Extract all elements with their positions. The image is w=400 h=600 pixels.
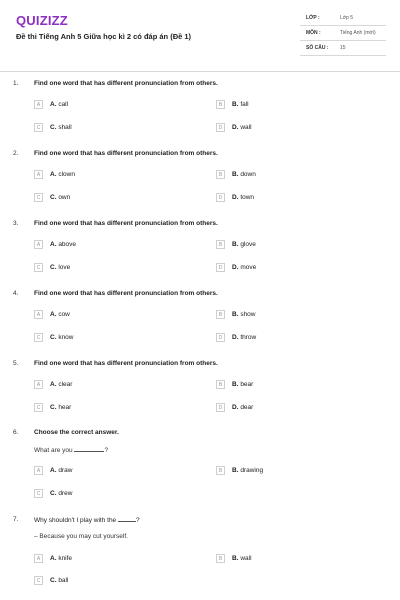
option-letter: C. [50, 124, 57, 131]
option-box: B [216, 170, 225, 179]
option-a[interactable] [34, 310, 184, 320]
option-c[interactable] [34, 489, 184, 499]
option-box: A [34, 466, 43, 475]
meta-label: LỚP : [306, 15, 320, 21]
prompt-text: What are you [34, 447, 73, 454]
option-label [50, 467, 72, 474]
option-text: down [240, 171, 256, 178]
option-letter: A. [50, 311, 57, 318]
option-b[interactable] [216, 554, 366, 564]
option-letter: A. [50, 381, 57, 388]
option-label [50, 577, 68, 584]
option-box: B [216, 466, 225, 475]
header-divider [0, 71, 400, 72]
option-b[interactable] [216, 170, 366, 180]
meta-row-class [300, 11, 386, 26]
option-label [50, 101, 68, 108]
option-letter: C. [50, 264, 57, 271]
option-text: bear [240, 381, 254, 388]
question-text-end: ? [135, 517, 140, 524]
option-letter: C. [50, 334, 57, 341]
option-letter: A. [50, 101, 57, 108]
option-d[interactable] [216, 193, 366, 203]
meta-value: Lớp 5 [340, 15, 354, 21]
option-label [232, 194, 254, 201]
option-label [232, 101, 249, 108]
option-text: call [58, 101, 69, 108]
option-box: B [216, 100, 225, 109]
option-text: cow [58, 311, 70, 318]
question-number: 4. [13, 290, 19, 297]
option-letter: B. [232, 555, 239, 562]
option-label [50, 264, 70, 271]
option-text: know [58, 334, 74, 341]
option-label [232, 404, 253, 411]
option-text: glove [240, 241, 256, 248]
option-c[interactable] [34, 193, 184, 203]
option-box: C [34, 123, 43, 132]
option-a[interactable] [34, 240, 184, 250]
option-a[interactable] [34, 466, 184, 476]
option-letter: B. [232, 467, 239, 474]
option-label [232, 555, 252, 562]
option-box: B [216, 554, 225, 563]
option-text: wall [240, 124, 252, 131]
option-b[interactable] [216, 310, 366, 320]
meta-row-subject [300, 26, 386, 41]
option-text: love [58, 264, 71, 271]
option-box: C [34, 263, 43, 272]
option-text: ball [58, 577, 69, 584]
option-label [232, 381, 253, 388]
option-letter: D. [232, 334, 239, 341]
question-number: 7. [13, 516, 19, 523]
option-label [50, 334, 74, 341]
option-box: C [34, 193, 43, 202]
option-text: dear [240, 404, 254, 411]
question-number: 2. [13, 150, 19, 157]
quizizz-logo: QUIZIZZ [16, 13, 68, 28]
option-box: A [34, 240, 43, 249]
option-box: C [34, 403, 43, 412]
option-label [50, 171, 75, 178]
option-a[interactable] [34, 100, 184, 110]
option-box: D [216, 263, 225, 272]
option-text: town [240, 194, 255, 201]
option-a[interactable] [34, 554, 184, 564]
option-text: throw [240, 334, 257, 341]
option-text: knife [58, 555, 73, 562]
option-text: move [240, 264, 257, 271]
question-text: Find one word that has different pronunciation from others. [34, 220, 218, 227]
meta-value: 15 [340, 45, 346, 51]
question-text: Find one word that has different pronunciation from others. [34, 290, 218, 297]
option-d[interactable] [216, 123, 366, 133]
option-b[interactable] [216, 466, 366, 476]
option-b[interactable] [216, 100, 366, 110]
option-label [50, 555, 72, 562]
option-text: own [58, 194, 71, 201]
option-box: A [34, 554, 43, 563]
option-box: C [34, 489, 43, 498]
option-label [50, 404, 71, 411]
option-box: D [216, 403, 225, 412]
option-label [232, 334, 256, 341]
option-box: C [34, 576, 43, 585]
option-text: show [240, 311, 256, 318]
question-text-start: Why shouldn't I play with the [34, 517, 117, 524]
option-label [232, 171, 256, 178]
option-label [232, 241, 256, 248]
option-text: hear [58, 404, 72, 411]
option-letter: A. [50, 241, 57, 248]
document-title: Đề thi Tiếng Anh 5 Giữa học kì 2 có đáp án (Đề 1) [16, 32, 192, 41]
option-letter: D. [232, 264, 239, 271]
option-box: B [216, 380, 225, 389]
question-text: Find one word that has different pronunciation from others. [34, 150, 218, 157]
option-label [50, 241, 76, 248]
option-box: A [34, 380, 43, 389]
option-letter: A. [50, 467, 57, 474]
question-number: 5. [13, 360, 19, 367]
option-text: clear [58, 381, 73, 388]
option-box: D [216, 123, 225, 132]
option-label [232, 311, 256, 318]
option-b[interactable] [216, 240, 366, 250]
option-box: A [34, 310, 43, 319]
answer-blank [118, 516, 136, 522]
option-box: B [216, 240, 225, 249]
option-label [50, 490, 72, 497]
option-text: clown [58, 171, 75, 178]
option-box: B [216, 310, 225, 319]
worksheet-header [0, 0, 400, 72]
question-prompt [34, 446, 108, 454]
option-letter: B. [232, 311, 239, 318]
meta-row-question-count [300, 41, 386, 56]
option-box: D [216, 193, 225, 202]
option-text: drawing [240, 467, 264, 474]
option-label [232, 467, 263, 474]
answer-blank [74, 446, 104, 452]
option-a[interactable] [34, 380, 184, 390]
option-text: drew [58, 490, 73, 497]
option-d[interactable] [216, 333, 366, 343]
meta-value: Tiếng Anh (mới) [340, 30, 376, 36]
option-letter: A. [50, 555, 57, 562]
option-text: draw [58, 467, 73, 474]
option-letter: B. [232, 101, 239, 108]
option-letter: C. [50, 404, 57, 411]
option-box: A [34, 170, 43, 179]
option-letter: D. [232, 404, 239, 411]
option-d[interactable] [216, 263, 366, 273]
option-c[interactable] [34, 403, 184, 413]
option-label [50, 194, 70, 201]
option-letter: B. [232, 171, 239, 178]
option-letter: C. [50, 577, 57, 584]
option-letter: C. [50, 194, 57, 201]
option-box: C [34, 333, 43, 342]
option-a[interactable] [34, 170, 184, 180]
option-c[interactable] [34, 333, 184, 343]
question-number: 1. [13, 80, 19, 87]
question-number: 3. [13, 220, 19, 227]
meta-label: MÔN : [306, 30, 321, 36]
question-text: Choose the correct answer. [34, 429, 119, 436]
option-label [50, 381, 72, 388]
option-label [232, 124, 252, 131]
meta-table [300, 11, 386, 56]
option-letter: B. [232, 381, 239, 388]
option-letter: D. [232, 124, 239, 131]
option-text: wall [240, 555, 252, 562]
question-text: Find one word that has different pronunciation from others. [34, 360, 218, 367]
option-c[interactable] [34, 123, 184, 133]
option-c[interactable] [34, 576, 184, 586]
option-label [232, 264, 256, 271]
question-number: 6. [13, 429, 19, 436]
option-letter: C. [50, 490, 57, 497]
option-c[interactable] [34, 263, 184, 273]
option-letter: A. [50, 171, 57, 178]
option-letter: D. [232, 194, 239, 201]
question-text: Find one word that has different pronunciation from others. [34, 80, 218, 87]
option-label [50, 311, 70, 318]
option-text: fall [240, 101, 249, 108]
meta-label: SỐ CÂU : [306, 45, 329, 51]
option-text: shall [58, 124, 72, 131]
option-box: A [34, 100, 43, 109]
prompt-end: ? [104, 447, 109, 454]
option-label [50, 124, 72, 131]
option-d[interactable] [216, 403, 366, 413]
option-b[interactable] [216, 380, 366, 390]
question-text [34, 516, 140, 524]
option-text: above [58, 241, 77, 248]
question-hint: – Because you may cut yourself. [34, 533, 128, 540]
option-letter: B. [232, 241, 239, 248]
option-box: D [216, 333, 225, 342]
